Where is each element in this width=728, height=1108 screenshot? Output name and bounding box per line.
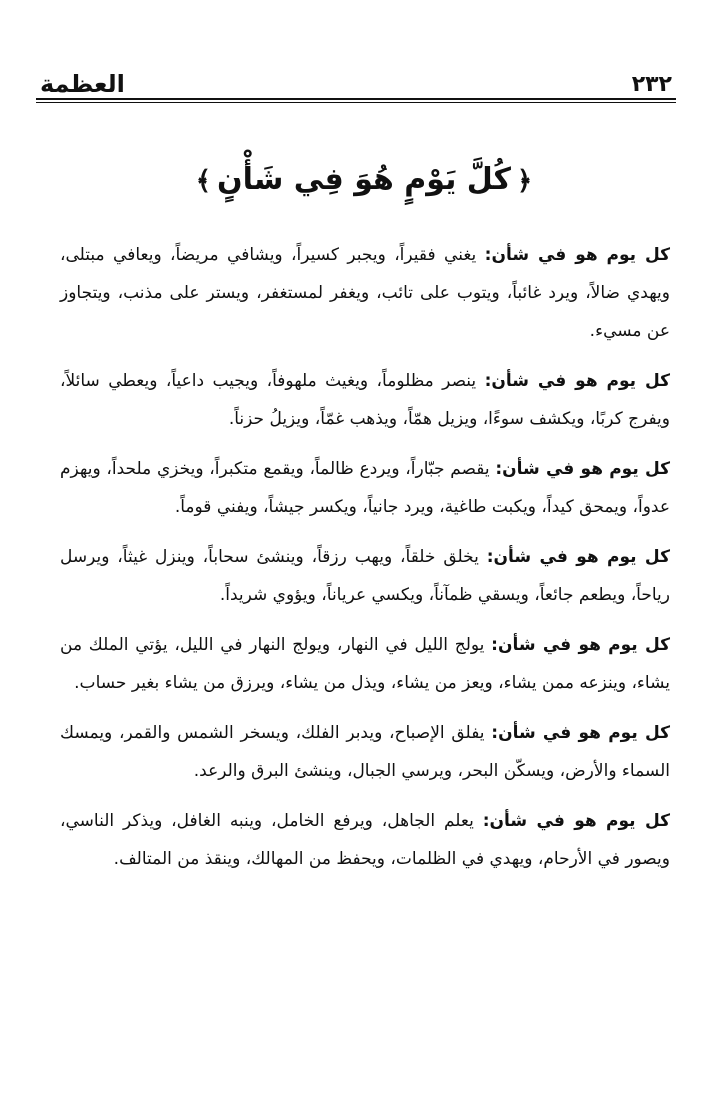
running-header bbox=[40, 62, 672, 96]
paragraph-lead: كل يوم هو في شأن: bbox=[482, 811, 670, 831]
paragraph bbox=[60, 538, 670, 614]
paragraph-text: ينصر مظلوماً، ويغيث ملهوفاً، ويجيب داعياً، ويعطي سائلاً، ويفرج كربًا، ويكشف سوءًا، ويزيل همّاً، ويذهب غمّاً، ويزيلُ حزناً. bbox=[60, 371, 670, 429]
paragraph-text: يغني فقيراً، ويجبر كسيراً، ويشافي مريضاً، ويعافي مبتلى، ويهدي ضالاً، ويرد غائباً، ويتوب على تائب، ويغفر لمستغفر، ويستر على مذنب، ويتجاوز عن مسيء. bbox=[60, 245, 670, 341]
body-text bbox=[60, 236, 670, 890]
paragraph bbox=[60, 362, 670, 438]
header-rule bbox=[36, 98, 676, 100]
paragraph bbox=[60, 714, 670, 790]
header-rule-thin bbox=[36, 102, 676, 103]
paragraph-text: يفلق الإصباح، ويدبر الفلك، ويسخر الشمس والقمر، ويمسك السماء والأرض، ويسكّن البحر، ويرسي الجبال، وينشئ البرق والرعد. bbox=[60, 723, 670, 781]
paragraph-text: يقصم جبّاراً، ويردع ظالماً، ويقمع متكبراً، ويخزي ملحداً، ويهزم عدواً، ويمحق كيداً، ويكبت طاغية، ويرد جانياً، ويكسر جيشاً، ويفني قوماً. bbox=[60, 459, 670, 517]
paragraph-lead: كل يوم هو في شأن: bbox=[495, 459, 670, 479]
paragraph-lead: كل يوم هو في شأن: bbox=[491, 635, 671, 655]
chapter-title bbox=[0, 152, 728, 209]
paragraph bbox=[60, 626, 670, 702]
ornate-bracket-close: ﴾ bbox=[195, 166, 211, 196]
book-title: العظمة bbox=[40, 70, 125, 98]
paragraph-lead: كل يوم هو في شأن: bbox=[486, 547, 670, 567]
ornate-bracket-open: ﴿ bbox=[517, 166, 533, 196]
chapter-title-text: كُلَّ يَوْمٍ هُوَ فِي شَأْنٍ bbox=[216, 162, 512, 197]
paragraph bbox=[60, 450, 670, 526]
paragraph-text: يعلم الجاهل، ويرفع الخامل، وينبه الغافل، ويذكر الناسي، ويصور في الأرحام، ويهدي في الظلمات، ويحفظ من المهالك، وينقذ من المتالف. bbox=[60, 811, 670, 869]
paragraph bbox=[60, 236, 670, 350]
paragraph bbox=[60, 802, 670, 878]
paragraph-text: يخلق خلقاً، ويهب رزقاً، وينشئ سحاباً، وينزل غيثاً، ويرسل رياحاً، ويطعم جائعاً، ويسقي ظمآناً، ويكسي عرياناً، ويؤوي شريداً. bbox=[60, 547, 670, 605]
page-number: ٢٣٢ bbox=[631, 72, 672, 97]
paragraph-lead: كل يوم هو في شأن: bbox=[491, 723, 671, 743]
paragraph-lead: كل يوم هو في شأن: bbox=[484, 371, 670, 391]
paragraph-lead: كل يوم هو في شأن: bbox=[484, 245, 671, 265]
paragraph-text: يولج الليل في النهار، ويولج النهار في الليل، يؤتي الملك من يشاء، وينزعه ممن يشاء، ويعز من يشاء، ويذل من يشاء، ويرزق من يشاء بغير حساب. bbox=[60, 635, 670, 693]
